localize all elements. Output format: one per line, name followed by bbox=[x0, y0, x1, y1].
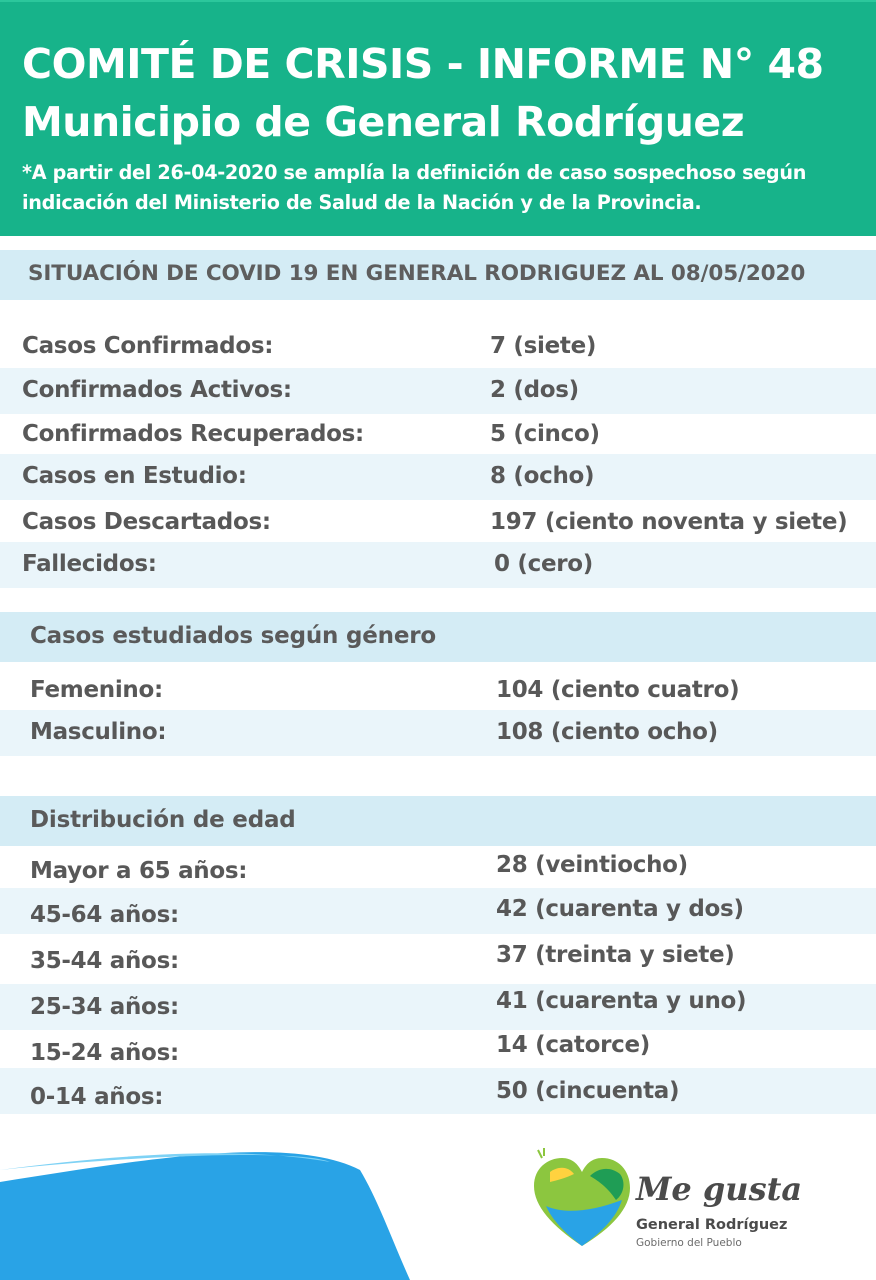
row-value: 37 (treinta y siete) bbox=[496, 942, 735, 968]
row-value: 108 (ciento ocho) bbox=[496, 719, 718, 745]
row-label: 15-24 años: bbox=[30, 1040, 179, 1066]
row-value: 14 (catorce) bbox=[496, 1032, 650, 1058]
row-label: Casos en Estudio: bbox=[22, 463, 247, 489]
row-label: 0-14 años: bbox=[30, 1084, 164, 1110]
row-value: 41 (cuarenta y uno) bbox=[496, 988, 747, 1014]
age-heading: Distribución de edad bbox=[30, 807, 296, 833]
municipality-title: Municipio de General Rodríguez bbox=[22, 98, 745, 146]
row-value: 28 (veintiocho) bbox=[496, 852, 688, 878]
row-value: 7 (siete) bbox=[490, 333, 597, 359]
logo-tagline: Gobierno del Pueblo bbox=[636, 1237, 742, 1249]
row-label: Confirmados Activos: bbox=[22, 377, 292, 403]
row-label: 25-34 años: bbox=[30, 994, 179, 1020]
logo-city: General Rodríguez bbox=[636, 1217, 788, 1233]
row-value: 5 (cinco) bbox=[490, 421, 600, 447]
table-row bbox=[0, 542, 876, 588]
row-value: 2 (dos) bbox=[490, 377, 579, 403]
table-row bbox=[0, 888, 876, 934]
row-label: Femenino: bbox=[30, 677, 163, 703]
table-row bbox=[0, 500, 876, 546]
municipal-logo bbox=[530, 1148, 850, 1258]
row-label: Casos Confirmados: bbox=[22, 333, 274, 359]
gender-heading: Casos estudiados según género bbox=[30, 623, 436, 649]
table-row bbox=[0, 368, 876, 414]
row-value: 50 (cincuenta) bbox=[496, 1078, 680, 1104]
row-value: 197 (ciento noventa y siete) bbox=[490, 509, 848, 535]
row-value: 0 (cero) bbox=[494, 551, 594, 577]
report-title: COMITÉ DE CRISIS - INFORME N° 48 bbox=[22, 40, 824, 88]
situation-heading-band bbox=[0, 250, 876, 300]
definition-note: *A partir del 26-04-2020 se amplía la definición de caso sospechoso según indicación del Ministerio de Salud de la Nación y de la Provincia. bbox=[22, 161, 807, 214]
table-row bbox=[0, 412, 876, 458]
logo-brand: Me gusta bbox=[636, 1170, 803, 1208]
age-heading-band bbox=[0, 796, 876, 846]
row-label: 45-64 años: bbox=[30, 902, 179, 928]
report-header bbox=[0, 0, 876, 236]
row-label: Confirmados Recuperados: bbox=[22, 421, 364, 447]
row-label: Masculino: bbox=[30, 719, 167, 745]
heart-icon bbox=[530, 1148, 634, 1252]
gender-heading-band bbox=[0, 612, 876, 662]
table-row bbox=[0, 324, 876, 370]
table-row bbox=[0, 454, 876, 500]
table-row bbox=[0, 984, 876, 1030]
row-value: 8 (ocho) bbox=[490, 463, 595, 489]
row-label: Mayor a 65 años: bbox=[30, 858, 248, 884]
row-label: Casos Descartados: bbox=[22, 509, 271, 535]
row-value: 42 (cuarenta y dos) bbox=[496, 896, 744, 922]
row-label: Fallecidos: bbox=[22, 551, 157, 577]
table-row bbox=[0, 710, 876, 756]
situation-heading: SITUACIÓN DE COVID 19 EN GENERAL RODRIGUEZ AL 08/05/2020 bbox=[28, 261, 806, 286]
row-label: 35-44 años: bbox=[30, 948, 179, 974]
table-row bbox=[0, 1068, 876, 1114]
row-value: 104 (ciento cuatro) bbox=[496, 677, 740, 703]
table-row bbox=[0, 668, 876, 714]
table-row bbox=[0, 936, 876, 982]
